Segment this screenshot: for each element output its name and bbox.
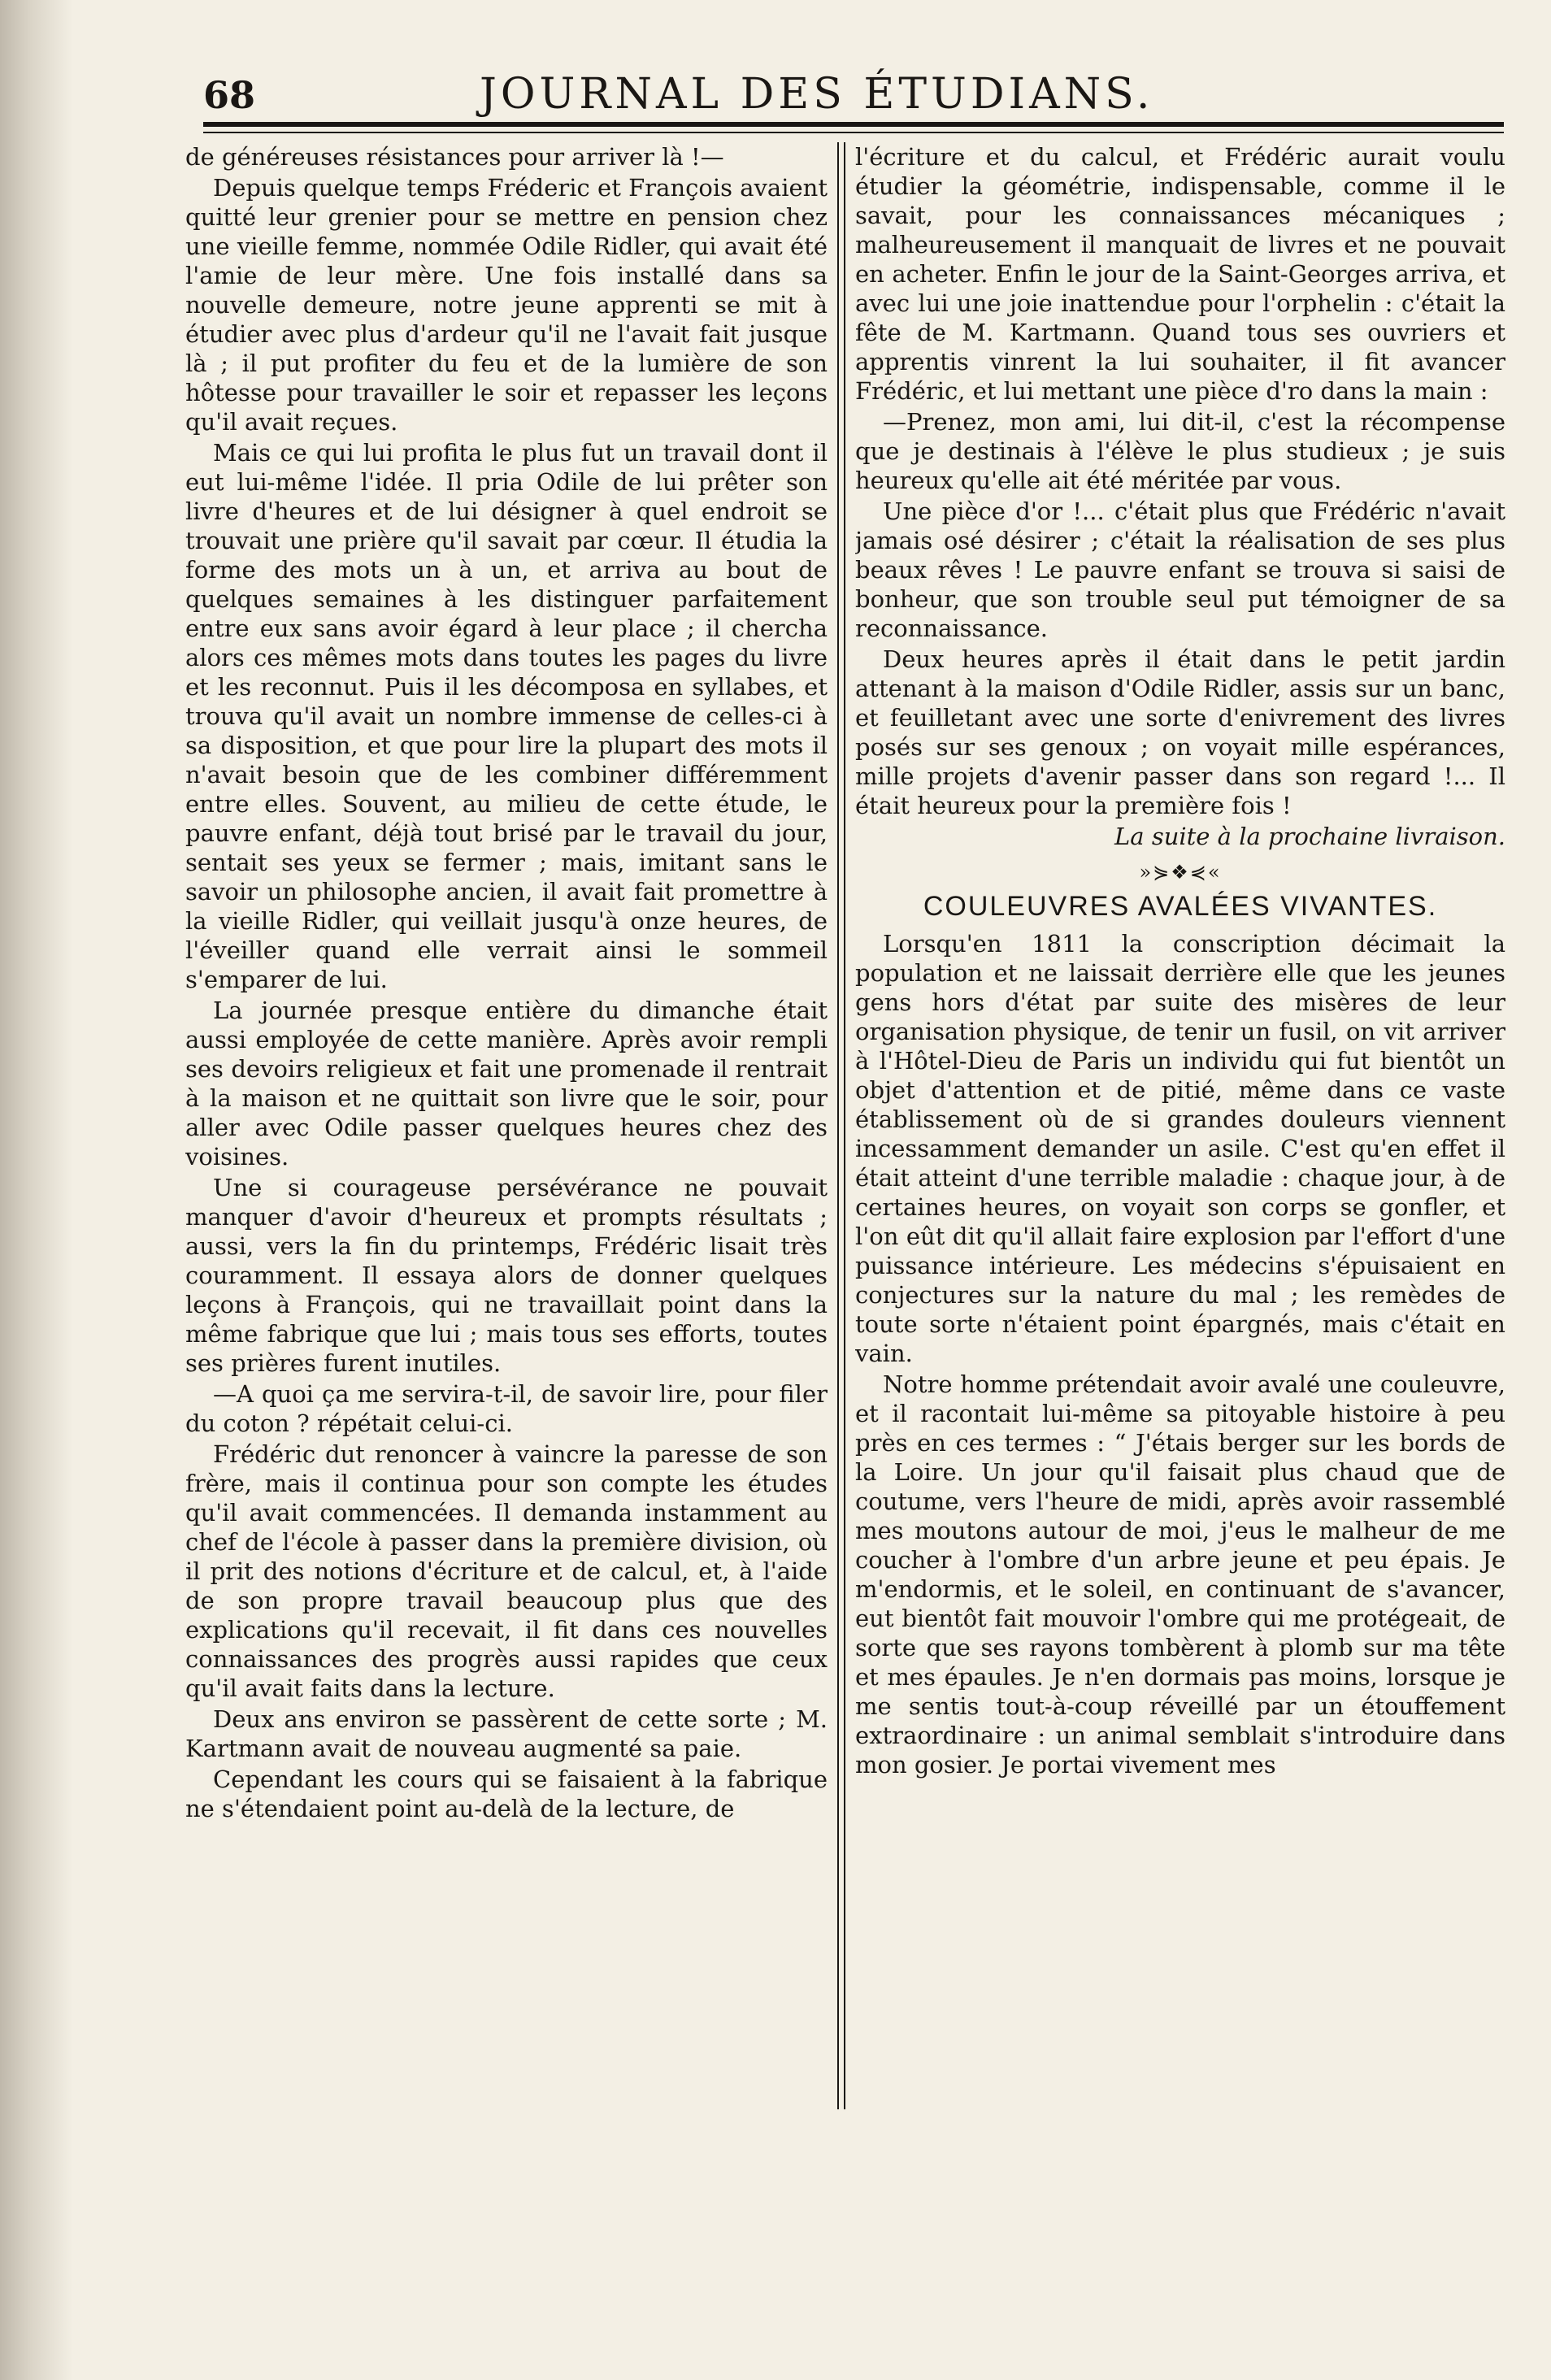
ornament-divider: »⋟❖⋞« (1139, 861, 1222, 884)
paragraph: Frédéric dut renoncer à vaincre la paresse de son frère, mais il continua pour son compte les études qu'il avait commencées. Il demanda instamment au chef de l'école à passer dans la première division, où il prit des notions d'écriture et de calcul, et, à l'aide de son propre travail beaucoup plus que des explications qu'il recevait, il fit dans ces nouvelles connaissances des progrès aussi rapides que ceux qu'il avait faits dans la lecture. (185, 1440, 828, 1702)
header-rule-thin (203, 132, 1504, 133)
paragraph: Deux ans environ se passèrent de cette sorte ; M. Kartmann avait de nouveau augmenté sa paie. (185, 1705, 828, 1762)
to-be-continued-note: La suite à la prochaine livraison. (1114, 823, 1505, 850)
paragraph: de généreuses résistances pour arriver là !— (185, 143, 724, 171)
paragraph: Deux heures après il était dans le petit jardin attenant à la maison d'Odile Ridler, assis sur un banc, et feuilletant avec une sorte d'enivrement des livres posés sur ses genoux ; on voyait mille espérances, mille projets d'avenir passer dans son regard !... Il était heureux pour la première fois ! (855, 645, 1505, 819)
right-column (855, 142, 1505, 2109)
paragraph: Depuis quelque temps Fréderic et François avaient quitté leur grenier pour se mettre en pension chez une vieille femme, nommée Odile Ridler, qui avait été l'amie de leur mère. Une fois installé dans sa nouvelle demeure, notre jeune apprenti se mit à étudier avec plus d'ardeur qu'il ne l'avait fait jusque là ; il put profiter du feu et de la lumière de son hôtesse pour travailler le soir et repasser les leçons qu'il avait reçues. (185, 174, 828, 436)
section-title: COULEUVRES AVALÉES VIVANTES. (923, 891, 1438, 922)
left-column (185, 142, 828, 2109)
header-rule-thick (203, 122, 1504, 127)
page-edge-shadow (0, 0, 73, 2380)
paragraph: Lorsqu'en 1811 la conscription décimait la population et ne laissait derrière elle que les jeunes gens hors d'état par suite des misères de leur organisation physique, de tenir un fusil, on vit arriver à l'Hôtel-Dieu de Paris un individu qui fut bientôt un objet d'attention et de pitié, même dans ce vaste établissement où de si grandes douleurs viennent incessamment demander un asile. C'est qu'en effet il était atteint d'une terrible maladie : chaque jour, à de certaines heures, on voyait son corps se gonfler, et l'on eût dit qu'il allait faire explosion par l'effort d'une puissance intérieure. Les médecins s'épuisaient en conjectures sur la nature du mal ; les remèdes de toute sorte n'étaient point épargnés, mais c'était en vain. (855, 930, 1505, 1367)
paragraph: Cependant les cours qui se faisaient à la fabrique ne s'étendaient point au-delà de la lecture, de (185, 1765, 828, 1822)
paragraph: l'écriture et du calcul, et Frédéric aurait voulu étudier la géométrie, indispensable, comme il le savait, pour les connaissances mécaniques ; malheureusement il manquait de livres et ne pouvait en acheter. Enfin le jour de la Saint-Georges arriva, et avec lui une joie inattendue pour l'orphelin : c'était la fête de M. Kartmann. Quand tous ses ouvriers et apprentis vinrent la lui souhaiter, il fit avancer Frédéric, et lui mettant une pièce d'ro dans la main : (855, 143, 1505, 405)
page-number: 68 (203, 73, 256, 117)
paragraph: La journée presque entière du dimanche était aussi employée de cette manière. Après avoir rempli ses devoirs religieux et fait une promenade il rentrait à la maison et ne quittait son livre que le soir, pour aller avec Odile passer quelques heures chez des voisines. (185, 997, 828, 1170)
paragraph: Une pièce d'or !... c'était plus que Frédéric n'avait jamais osé désirer ; c'était la réalisation de ses plus beaux rêves ! Le pauvre enfant se trouva si saisi de bonheur, que son trouble seul put témoigner de sa reconnaissance. (855, 497, 1505, 642)
paragraph: —Prenez, mon ami, lui dit-il, c'est la récompense que je destinais à l'élève le plus studieux ; je suis heureux qu'elle ait été méritée par vous. (855, 408, 1505, 494)
paragraph: Notre homme prétendait avoir avalé une couleuvre, et il racontait lui-même sa pitoyable histoire à peu près en ces termes : “ J'étais berger sur les bords de la Loire. Un jour qu'il faisait plus chaud que de coutume, vers l'heure de midi, après avoir rassemblé mes moutons autour de moi, j'eus le malheur de me coucher à l'ombre d'un arbre jeune et peu épais. Je m'endormis, et le soleil, en continuant de s'avancer, eut bientôt fait mouvoir l'ombre qui me protégeait, de sorte que ses rayons tombèrent à plomb sur ma tête et mes épaules. Je n'en dormais pas moins, lorsque je me sentis tout-à-coup réveillé par un étouffement extraordinaire : un animal semblait s'introduire dans mon gosier. Je portai vivement mes (855, 1370, 1505, 1778)
running-title: JOURNAL DES ÉTUDIANS. (480, 70, 1154, 119)
paragraph: Une si courageuse persévérance ne pouvait manquer d'avoir d'heureux et prompts résultats ; aussi, vers la fin du printemps, Frédéric lisait très couramment. Il essaya alors de donner quelques leçons à François, qui ne travaillait point dans la même fabrique que lui ; mais tous ses efforts, toutes ses prières furent inutiles. (185, 1174, 828, 1377)
paragraph: Mais ce qui lui profita le plus fut un travail dont il eut lui-même l'idée. Il pria Odile de lui prêter son livre d'heures et de lui désigner à quel endroit se trouvait une prière qu'il savait par cœur. Il étudia la forme des mots un à un, et arriva au bout de quelques semaines à les distinguer parfaitement entre eux sans avoir égard à leur place ; il chercha alors ces mêmes mots dans toutes les pages du livre et les reconnut. Puis il les décomposa en syllabes, et trouva qu'il avait un nombre immense de celles-ci à sa disposition, et que pour lire la plupart des mots il n'avait besoin que de les combiner différemment entre elles. Souvent, au milieu de cette étude, le pauvre enfant, déjà tout brisé par le travail du jour, sentait ses yeux se fermer ; mais, imitant sans le savoir un philosophe ancien, il avait fait promettre à la vieille Ridler, qui veillait jusqu'à onze heures, de l'éveiller quand elle verrait ainsi le sommeil s'emparer de lui. (185, 439, 828, 993)
paragraph: —A quoi ça me servira-t-il, de savoir lire, pour filer du coton ? répétait celui-ci. (185, 1380, 828, 1437)
column-divider (837, 142, 845, 2109)
